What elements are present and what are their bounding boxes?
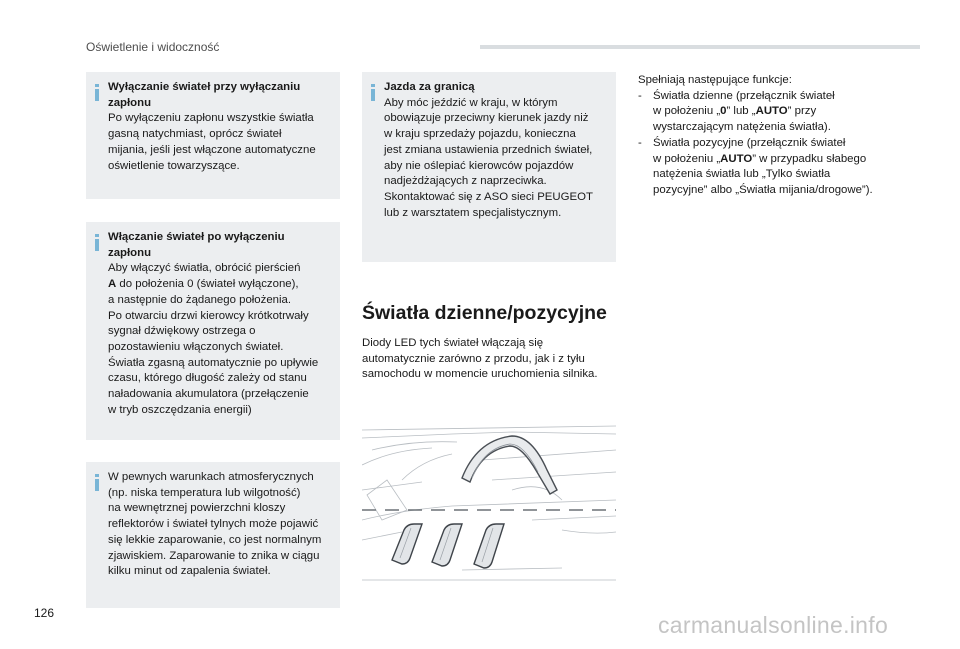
header-rule: [480, 45, 920, 49]
info-box-line: Po otwarciu drzwi kierowcy krótkotrwały: [108, 309, 309, 322]
info-box-line: na wewnętrznej powierzchni kloszy: [108, 502, 286, 515]
info-box-line: nadjeżdżających z naprzeciwka.: [384, 175, 547, 188]
info-box-line: sygnał dźwiękowy ostrzega o: [108, 325, 256, 338]
info-box-line: czasu, którego długość zależy od stanu: [108, 372, 307, 385]
info-box-ignition-off: [86, 72, 340, 199]
info-box-line: w kraju sprzedaży pojazdu, konieczna: [384, 128, 576, 141]
info-box-line: Aby włączyć światła, obrócić pierścień: [108, 262, 301, 275]
info-box-line: mijania, jeśli jest włączone automatyczne: [108, 143, 316, 156]
info-box-line: pozostawieniu włączonych świateł.: [108, 340, 284, 353]
info-box-line: W pewnych warunkach atmosferycznych: [108, 471, 314, 483]
info-box-line: Aby móc jeździć w kraju, w którym: [384, 96, 558, 109]
functions-list: [638, 73, 908, 199]
info-box-line: aby nie oślepiać kierowców pojazdów: [384, 159, 574, 172]
info-box-line: kilku minut od zapalenia świateł.: [108, 565, 271, 578]
section-title: Światła dzienne/pozycyjne: [362, 302, 607, 324]
info-box-heading: Jazda za granicą: [384, 81, 475, 93]
led-lights-illustration: [362, 420, 616, 590]
info-box-line: Światła zgasną automatycznie po upływie: [108, 356, 319, 369]
led-strip-front: [462, 436, 557, 494]
info-box-line: oświetlenie towarzyszące.: [108, 159, 240, 172]
functions-intro: Spełniają następujące funkcje:: [638, 74, 792, 86]
info-box-heading: Włączanie świateł po wyłączeniu zapłonu: [108, 231, 285, 259]
info-box-line: Skontaktować się z ASO sieci PEUGEOT: [384, 190, 593, 203]
info-icon: [94, 474, 100, 491]
info-box-line: obowiązuje przeciwny kierunek jazdy niż: [384, 112, 589, 125]
info-icon: [370, 84, 376, 101]
running-header: Oświetlenie i widoczność: [86, 40, 220, 54]
info-box-line-rest: do położenia 0 (świateł wyłączone),: [116, 278, 299, 291]
info-box-heading: Wyłączanie świateł przy wyłączaniu zapłonu: [108, 81, 301, 109]
info-icon: [94, 84, 100, 101]
info-box-line: reflektorów i świateł tylnych może pojawić: [108, 518, 319, 531]
section-body-line: samochodu w momencie uruchomienia silnika.: [362, 368, 598, 381]
section-body-line: Diody LED tych świateł włączają się: [362, 337, 544, 349]
info-box-line: jest zmiana ustawienia przednich świateł,: [384, 143, 593, 156]
section-body: [362, 336, 622, 383]
section-body-line: automatycznie zarówno z przodu, jak i z tyłu: [362, 352, 585, 365]
info-box-line: (np. niska temperatura lub wilgotność): [108, 486, 301, 499]
info-box-line: a następnie do żądanego położenia.: [108, 293, 292, 306]
info-box-line: naładowania akumulatora (przełączenie: [108, 388, 309, 401]
info-box-line: Po wyłączeniu zapłonu wszystkie światła: [108, 112, 314, 125]
info-box-line: zjawiskiem. Zaparowanie to znika w ciągu: [108, 549, 320, 562]
info-box-line: gasną natychmiast, oprócz świateł: [108, 128, 282, 141]
watermark: carmanualsonline.info: [658, 612, 889, 638]
info-box-line: w tryb oszczędzania energii): [108, 403, 252, 416]
info-box-condensation: [86, 462, 340, 608]
info-icon: [94, 234, 100, 251]
function-item-position: - Światła pozycyjne (przełącznik świateł w położeniu „AUTO” w przypadku słabego natężenia światła lub „Tylko światła pozycyjne” albo „Światła mijania/drogowe”).: [638, 136, 873, 196]
info-box-line: lub z warsztatem specjalistycznym.: [384, 206, 562, 219]
info-box-driving-abroad: [362, 72, 616, 262]
function-item-daytime: - Światła dzienne (przełącznik świateł w położeniu „0” lub „AUTO” przy wystarczającym natężenia światła).: [638, 89, 835, 134]
info-box-line: się lekkie zaparowanie, co jest normalnym: [108, 533, 322, 546]
info-box-lights-after-ignition: [86, 222, 340, 440]
ring-letter: A: [108, 278, 117, 291]
info-box-line: [108, 277, 330, 293]
page-number: 126: [34, 606, 55, 620]
